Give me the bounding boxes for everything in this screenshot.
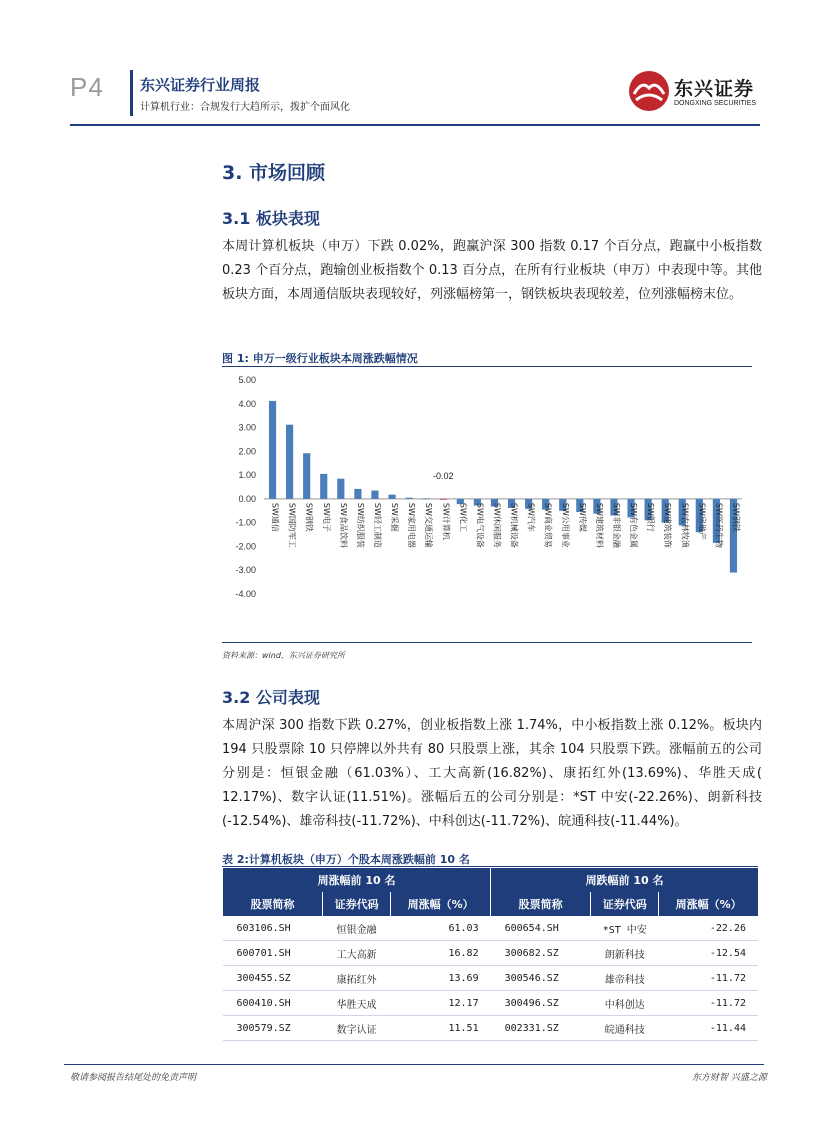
bar xyxy=(269,401,276,499)
y-tick-label: -3.00 xyxy=(235,565,256,576)
category-label: SW商业贸易 xyxy=(543,502,553,548)
category-label: SW钢铁 xyxy=(304,502,314,532)
category-label: SW传媒 xyxy=(577,502,587,532)
bar xyxy=(354,489,361,499)
stock-code: 600410.SH xyxy=(223,991,323,1016)
category-label: SW机械设备 xyxy=(509,502,519,548)
category-label: SW建筑装饰 xyxy=(663,502,673,548)
stock-name: 中科创达 xyxy=(591,991,659,1016)
report-subtitle: 计算机行业：合规发行大趋所示，拨扩个面风化 xyxy=(140,102,350,113)
weekly-change: -12.54 xyxy=(659,941,758,966)
weekly-change: 12.17 xyxy=(391,991,491,1016)
footer-rule xyxy=(64,1064,764,1065)
top-movers-table xyxy=(222,868,758,1041)
stock-code: 300496.SZ xyxy=(491,991,591,1016)
category-label: SW计算机 xyxy=(441,502,451,540)
stock-code: 300682.SZ xyxy=(491,941,591,966)
column-header: 证券代码 xyxy=(323,892,391,916)
subsection-heading-company: 3.2 公司表现 xyxy=(222,688,320,707)
weekly-change: -22.26 xyxy=(659,916,758,941)
stock-name: 数字认证 xyxy=(323,1016,391,1041)
stock-code: 600701.SH xyxy=(223,941,323,966)
bar xyxy=(371,491,378,499)
category-label: SW有色金属 xyxy=(629,502,639,548)
column-header: 股票简称 xyxy=(491,892,591,916)
y-tick-label: 3.00 xyxy=(238,422,256,433)
weekly-change: 16.82 xyxy=(391,941,491,966)
stock-code: 002331.SZ xyxy=(491,1016,591,1041)
category-label: SW非银金融 xyxy=(611,502,621,548)
bar xyxy=(337,479,344,499)
y-tick-label: -4.00 xyxy=(235,589,256,599)
figure-top-rule xyxy=(222,366,752,367)
header-divider xyxy=(130,70,133,116)
group-header-losers: 周跌幅前 10 名 xyxy=(491,868,758,892)
category-label: SW房地产 xyxy=(697,502,707,540)
y-tick-label: -2.00 xyxy=(235,541,256,552)
stock-name: *ST 中安 xyxy=(591,916,659,941)
weekly-change: -11.44 xyxy=(659,1016,758,1041)
stock-name: 康拓红外 xyxy=(323,966,391,991)
weekly-change: 13.69 xyxy=(391,966,491,991)
footer-disclaimer: 敬请参阅报告结尾处的免责声明 xyxy=(70,1073,197,1083)
category-label: SW轻工制造 xyxy=(372,502,382,548)
logo-text: 东兴证券 xyxy=(674,78,755,100)
bar xyxy=(303,453,310,499)
stock-code: 300455.SZ xyxy=(223,966,323,991)
page-number: P4 xyxy=(70,72,104,102)
category-label: SW电气设备 xyxy=(475,502,485,548)
stock-name: 工大高新 xyxy=(323,941,391,966)
report-title: 东兴证券行业周报 xyxy=(140,76,261,94)
category-label: SW电子 xyxy=(321,502,331,532)
table-row xyxy=(223,1016,759,1041)
bar xyxy=(286,425,293,499)
category-label: SW化工 xyxy=(458,502,468,532)
stock-code: 300579.SZ xyxy=(223,1016,323,1041)
category-label: SW交通运输 xyxy=(424,502,434,548)
stock-code: 600654.SH xyxy=(491,916,591,941)
bar xyxy=(388,495,395,499)
figure-bottom-rule xyxy=(222,642,752,643)
table-title: 表 2:计算机板块（申万）个股本周涨跌幅前 10 名 xyxy=(222,853,470,866)
category-label: SW家用电器 xyxy=(407,502,417,548)
weekly-change: 61.03 xyxy=(391,916,491,941)
stock-code: 300546.SZ xyxy=(491,966,591,991)
category-label: SW食品饮料 xyxy=(338,502,348,548)
y-tick-label: 0.00 xyxy=(238,493,256,504)
category-label: SW钢铁 xyxy=(731,502,741,532)
category-label: SW采掘 xyxy=(390,502,400,532)
board-performance-paragraph: 本周计算机板块（申万）下跌 0.02%，跑赢沪深 300 指数 0.17 个百分点，跑赢中小板指数 0.23 个百分点，跑输创业板指数个 0.13 百分点，在所有行业板块（申万）中表现中等。其他板块方面，本周通信版块表现较好，列涨幅榜第一，钢铁板块表现较差，位列涨幅榜末位。 xyxy=(222,239,762,302)
table-top-rule xyxy=(222,866,758,867)
category-label: SW国防军工 xyxy=(287,502,297,548)
category-label: SW银行 xyxy=(646,502,656,532)
company-performance-paragraph: 本周沪深 300 指数下跌 0.27%，创业板指数上涨 1.74%，中小板指数上涨 0.12%。板块内 194 只股票除 10 只停牌以外共有 80 只股票上涨，其余 104 只股票下跌。涨幅前五的公司分别是：恒银金融（61.03%）、工大高新(16.82%)、康拓红外(13.69%)、华胜天成( 12.17%)、数字认证(11.51%)。涨幅后五的公司分别是：*ST 中安(-22.26%)、朗新科技(-12.54%)、雄帝科技(-11.72%)、中科创达(-11.72%)、皖通科技(-11.44%)。 xyxy=(222,718,762,829)
weekly-change: 11.51 xyxy=(391,1016,491,1041)
column-header: 股票简称 xyxy=(223,892,323,916)
bar xyxy=(320,474,327,499)
category-label: SW通信 xyxy=(270,502,280,532)
bar xyxy=(406,498,413,499)
header-rule xyxy=(70,124,760,126)
category-label: SW公用事业 xyxy=(560,502,570,548)
data-label: -0.02 xyxy=(432,470,454,481)
group-header-gainers: 周涨幅前 10 名 xyxy=(223,868,491,892)
category-label: SW建筑材料 xyxy=(594,502,604,548)
bar xyxy=(423,498,430,499)
bar xyxy=(440,499,447,500)
stock-name: 皖通科技 xyxy=(591,1016,659,1041)
stock-name: 华胜天成 xyxy=(323,991,391,1016)
stock-name: 恒银金融 xyxy=(323,916,391,941)
category-label: SW农林牧渔 xyxy=(680,502,690,548)
figure-title: 图 1: 申万一级行业板块本周涨跌幅情况 xyxy=(222,352,418,365)
column-header: 周涨幅（%） xyxy=(659,892,758,916)
y-tick-label: 5.00 xyxy=(238,375,256,385)
category-label: SW医药生物 xyxy=(714,502,724,548)
table-row xyxy=(223,916,759,941)
y-tick-label: 2.00 xyxy=(238,446,256,457)
logo-subtext: DONGXING SECURITIES xyxy=(674,100,757,107)
section-heading: 3. 市场回顾 xyxy=(222,162,326,184)
column-header: 证券代码 xyxy=(591,892,659,916)
category-label: SW纺织服装 xyxy=(355,502,365,548)
category-label: SW休闲服务 xyxy=(492,502,502,548)
company-logo xyxy=(628,70,763,116)
table-row xyxy=(223,941,759,966)
industry-bar-chart xyxy=(222,368,752,638)
table-row xyxy=(223,966,759,991)
figure-source: 资料来源：wind，东兴证券研究所 xyxy=(222,651,345,660)
weekly-change: -11.72 xyxy=(659,991,758,1016)
stock-name: 雄帝科技 xyxy=(591,966,659,991)
weekly-change: -11.72 xyxy=(659,966,758,991)
y-tick-label: 1.00 xyxy=(238,470,256,481)
y-tick-label: 4.00 xyxy=(238,398,256,409)
stock-code: 603106.SH xyxy=(223,916,323,941)
category-label: SW汽车 xyxy=(526,502,536,532)
subsection-heading-board: 3.1 板块表现 xyxy=(222,209,320,228)
stock-name: 朗新科技 xyxy=(591,941,659,966)
logo-mark-icon xyxy=(628,70,670,112)
footer-slogan: 东方财智 兴盛之源 xyxy=(692,1073,767,1083)
table-row xyxy=(223,991,759,1016)
y-tick-label: -1.00 xyxy=(235,517,256,528)
column-header: 周涨幅（%） xyxy=(391,892,491,916)
